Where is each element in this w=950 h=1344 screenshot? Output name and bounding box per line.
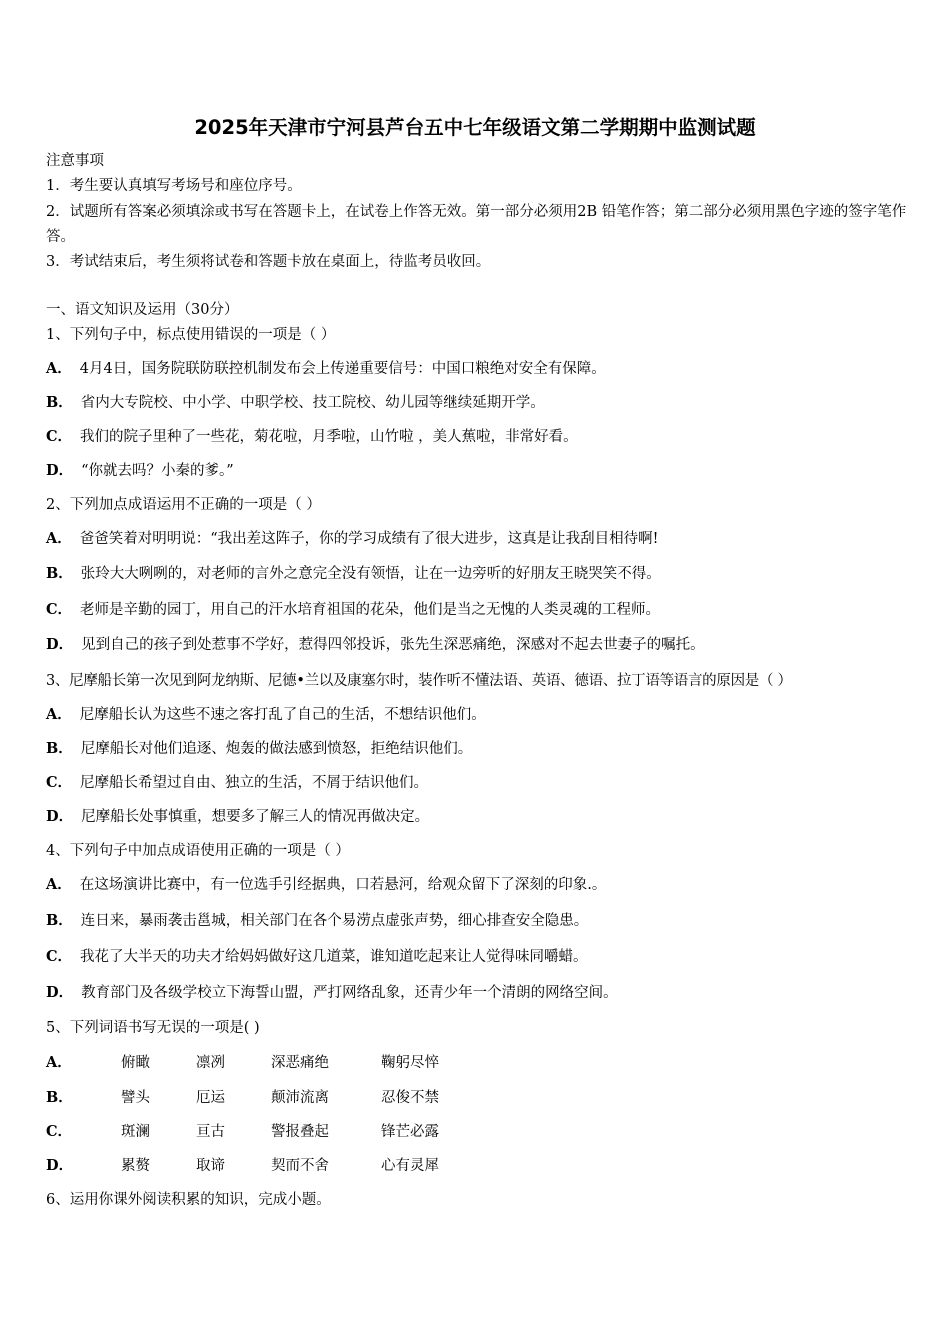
question-3-option-a <box>46 704 916 726</box>
option-text: 在这场演讲比赛中，有一位选手引经据典，口若悬河，给观众留下了深刻的印象.。 <box>79 877 607 893</box>
question-4-option-b <box>46 910 916 932</box>
option-label: A． <box>46 706 72 723</box>
word: 警报叠起 <box>271 1124 329 1140</box>
section-heading: 一、语文知识及运用（30分） <box>46 302 239 318</box>
word: 深恶痛绝 <box>271 1055 329 1071</box>
option-label: D． <box>46 984 74 1001</box>
word: 厄运 <box>196 1090 225 1106</box>
option-label: A． <box>46 876 72 893</box>
question-4-option-c <box>46 946 916 968</box>
word: 锋芒必露 <box>381 1124 439 1140</box>
question-4-stem: 4、下列句子中加点成语使用正确的一项是（ ） <box>46 843 350 859</box>
notice-item-3: 3．考试结束后，考生须将试卷和答题卡放在桌面上，待监考员收回。 <box>46 254 491 270</box>
option-text: 4月4日，国务院联防联控机制发布会上传递重要信号：中国口粮绝对安全有保障。 <box>79 361 606 377</box>
option-text: 爸爸笑着对明明说：“我出差这阵子，你的学习成绩有了很大进步，这真是让我刮目相待啊! <box>79 531 659 547</box>
notice-item-1: 1．考生要认真填写考场号和座位序号。 <box>46 178 302 194</box>
option-label: C． <box>46 1123 73 1140</box>
option-label: D． <box>46 462 74 479</box>
notice-heading: 注意事项 <box>46 153 104 169</box>
word: 亘古 <box>196 1124 225 1140</box>
option-text: 省内大专院校、中小学、中职学校、技工院校、幼儿园等继续延期开学。 <box>80 395 545 411</box>
question-2-option-c <box>46 599 916 621</box>
question-2-option-d <box>46 634 916 656</box>
option-label: D． <box>46 636 74 653</box>
question-6-stem: 6、运用你课外阅读积累的知识，完成小题。 <box>46 1192 331 1208</box>
question-1-option-c <box>46 426 916 448</box>
word: 累赘 <box>121 1158 150 1174</box>
option-label: B． <box>46 565 73 582</box>
option-label: B． <box>46 740 73 757</box>
option-text: 尼摩船长对他们追逐、炮轰的做法感到愤怒，拒绝结识他们。 <box>80 741 473 757</box>
option-text: 连日来，暴雨袭击邕城，相关部门在各个易涝点虚张声势，细心排查安全隐患。 <box>80 913 589 929</box>
question-4-option-a <box>46 874 916 896</box>
word: 凛冽 <box>196 1055 225 1071</box>
option-label: A． <box>46 1054 72 1071</box>
word: 契而不舍 <box>271 1158 329 1174</box>
notice-item-2: 2．试题所有答案必须填涂或书写在答题卡上，在试卷上作答无效。第一部分必须用2B 铅笔作答；第二部分必须用黑色字迹的签字笔作答。 <box>46 204 907 245</box>
word: 斑澜 <box>121 1124 150 1140</box>
question-5-option-a <box>46 1052 916 1074</box>
option-text: 老师是辛勤的园丁，用自己的汗水培育祖国的花朵，他们是当之无愧的人类灵魂的工程师。 <box>80 602 661 618</box>
option-text: 张玲大大咧咧的，对老师的言外之意完全没有领悟，让在一边旁听的好朋友王晓哭笑不得。 <box>80 566 661 582</box>
option-label: C． <box>46 428 73 445</box>
question-2-option-a <box>46 528 916 550</box>
option-label: D． <box>46 1157 74 1174</box>
option-text: 尼摩船长希望过自由、独立的生活，不屑于结识他们。 <box>80 775 429 791</box>
option-label: C． <box>46 948 73 965</box>
question-5-option-d <box>46 1155 916 1177</box>
question-4-option-d <box>46 982 916 1004</box>
option-text: “你就去吗？小秦的爹。” <box>81 463 234 479</box>
question-5-stem: 5、下列词语书写无误的一项是( ) <box>46 1020 260 1036</box>
option-text: 我们的院子里种了一些花，菊花啦，月季啦，山竹啦 ，美人蕉啦，非常好看。 <box>80 429 578 445</box>
option-text: 见到自己的孩子到处惹事不学好，惹得四邻投诉，张先生深恶痛绝，深感对不起去世妻子的嘱托。 <box>81 637 705 653</box>
option-label: D． <box>46 808 74 825</box>
question-2-stem: 2、下列加点成语运用不正确的一项是（ ） <box>46 497 321 513</box>
word: 取谛 <box>196 1158 225 1174</box>
question-5-option-c <box>46 1121 916 1143</box>
question-2-option-b <box>46 563 916 585</box>
option-label: C． <box>46 601 73 618</box>
question-5-option-b <box>46 1087 916 1109</box>
option-label: A． <box>46 360 72 377</box>
word: 鞠躬尽悴 <box>381 1055 439 1071</box>
word: 譬头 <box>121 1090 150 1106</box>
option-label: B． <box>46 1089 73 1106</box>
question-1-option-a <box>46 358 916 380</box>
option-text: 教育部门及各级学校立下海誓山盟，严打网络乱象，还青少年一个清朗的网络空间。 <box>81 985 618 1001</box>
option-text: 我花了大半天的功夫才给妈妈做好这几道菜，谁知道吃起来让人觉得味同嚼蜡。 <box>80 949 588 965</box>
word: 颠沛流离 <box>271 1090 329 1106</box>
option-label: B． <box>46 394 73 411</box>
question-3-stem: 3、尼摩船长第一次见到阿龙纳斯、尼德•兰以及康塞尔时，装作听不懂法语、英语、德语、拉丁语等语言的原因是（ ） <box>46 673 792 689</box>
question-1-stem: 1、下列句子中，标点使用错误的一项是（ ） <box>46 327 336 343</box>
page-title: 2025年天津市宁河县芦台五中七年级语文第二学期期中监测试题 <box>194 116 756 139</box>
option-label: A． <box>46 530 72 547</box>
word: 忍俊不禁 <box>381 1090 439 1106</box>
question-1-option-b <box>46 392 916 414</box>
word: 俯瞰 <box>121 1055 150 1071</box>
option-text: 尼摩船长认为这些不速之客打乱了自己的生活，不想结识他们。 <box>79 707 486 723</box>
word: 心有灵犀 <box>381 1158 439 1174</box>
option-label: B． <box>46 912 73 929</box>
question-1-option-d <box>46 460 916 482</box>
option-text: 尼摩船长处事慎重，想要多了解三人的情况再做决定。 <box>81 809 430 825</box>
question-3-option-d <box>46 806 916 828</box>
question-3-option-b <box>46 738 916 760</box>
question-3-option-c <box>46 772 916 794</box>
option-label: C． <box>46 774 73 791</box>
